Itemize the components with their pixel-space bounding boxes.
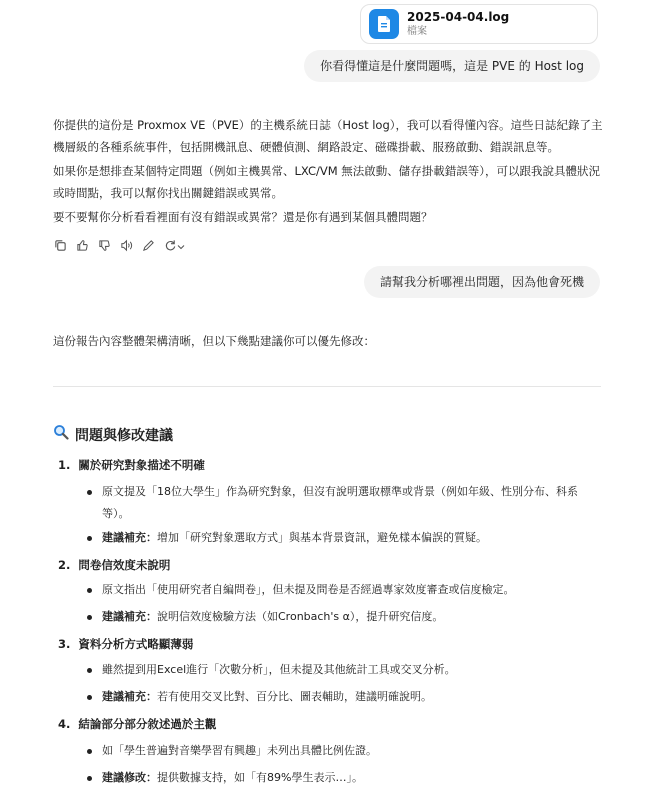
attachment-card[interactable] xyxy=(360,4,598,44)
refresh-icon xyxy=(163,239,177,253)
magnifier-icon xyxy=(53,424,69,447)
chevron-down-icon xyxy=(177,236,185,255)
section-heading xyxy=(53,424,173,447)
list-item-3-bullet-2: 建議補充：若有使用交叉比對、百分比、圖表輔助，建議明確說明。 xyxy=(84,686,604,708)
user-message-2: 請幫我分析哪裡出問題，因為他會死機 xyxy=(364,266,600,298)
list-item-1-bullet-1: 原文提及「18位大學生」作為研究對象，但沒有說明選取標準或背景（例如年級、性別分布、科系等）。 xyxy=(84,481,604,525)
regenerate-button[interactable] xyxy=(163,236,185,255)
section-heading-text: 問題與修改建議 xyxy=(75,427,173,444)
list-item-2-bullet-2: 建議補充：說明信效度檢驗方法（如Cronbach's α），提升研究信度。 xyxy=(84,606,604,628)
thumbs-up-icon[interactable] xyxy=(75,239,89,253)
copy-icon[interactable] xyxy=(53,239,67,253)
pen-icon[interactable] xyxy=(141,239,155,253)
assistant-paragraph-1: 你提供的這份是 Proxmox VE（PVE）的主機系統日誌（Host log），我可以看得懂內容。這些日誌紀錄了主機層級的各種系統事件，包括開機訊息、硬體偵測、網路設定、磁碟掛載、服務啟動、錯誤訊息等。 xyxy=(53,118,603,154)
assistant-intro: 這份報告內容整體架構清晰，但以下幾點建議你可以優先修改： xyxy=(53,334,375,348)
list-item-2-bullet-1: 原文指出「使用研究者自編問卷」，但未提及問卷是否經過專家效度審查或信度檢定。 xyxy=(84,579,604,601)
list-item-4-bullet-2: 建議修改：提供數據支持，如「有89%學生表示…」。 xyxy=(84,767,604,789)
attachment-filename: 2025-04-04.log xyxy=(407,10,510,24)
document-icon xyxy=(369,9,399,39)
list-item-1-title: 1. 關於研究對象描述不明確 xyxy=(58,458,205,472)
assistant-paragraph-2: 如果你是想排查某個特定問題（例如主機異常、LXC/VM 無法啟動、儲存掛載錯誤等），可以跟我說具體狀況或時間點，我可以幫你找出關鍵錯誤或異常。 xyxy=(53,164,601,200)
divider xyxy=(53,386,601,387)
user-message-1: 你看得懂這是什麼問題嗎，這是 PVE 的 Host log xyxy=(304,50,600,82)
assistant-paragraph-3: 要不要幫你分析看看裡面有沒有錯誤或異常？還是你有遇到某個具體問題？ xyxy=(53,210,433,224)
list-item-4-bullet-1: 如「學生普遍對音樂學習有興趣」未列出具體比例佐證。 xyxy=(84,740,604,762)
list-item-4-title: 4. 結論部分部分敘述過於主觀 xyxy=(58,717,217,731)
thumbs-down-icon[interactable] xyxy=(97,239,111,253)
speaker-icon[interactable] xyxy=(119,239,133,253)
list-item-3-title: 3. 資料分析方式略顯薄弱 xyxy=(58,637,194,651)
message-actions xyxy=(53,236,185,255)
list-item-3-bullet-1: 雖然提到用Excel進行「次數分析」，但未提及其他統計工具或交叉分析。 xyxy=(84,659,604,681)
list-item-2-title: 2. 問卷信效度未說明 xyxy=(58,558,171,572)
attachment-type: 檔案 xyxy=(407,26,427,37)
list-item-1-bullet-2: 建議補充：增加「研究對象選取方式」與基本背景資訊，避免樣本偏誤的質疑。 xyxy=(84,527,604,549)
